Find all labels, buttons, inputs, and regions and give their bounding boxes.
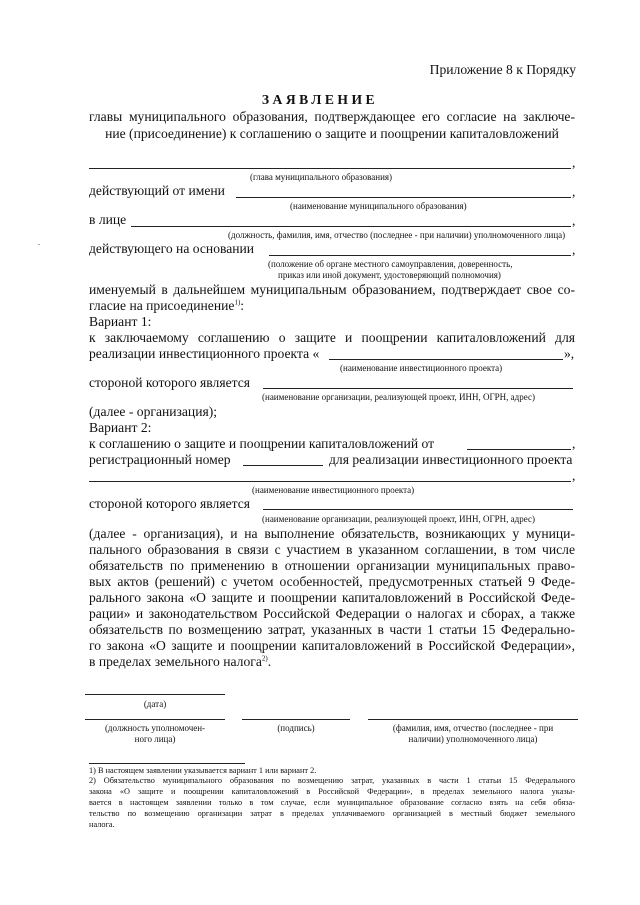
obligation-line-2: пального образования в связи с участием в указанном соглашении, в том числе	[89, 542, 575, 557]
head-hint: (глава муниципального образования)	[250, 172, 393, 182]
acting-label: действующий от имени	[89, 183, 225, 198]
variant1-org-note: (далее - организация);	[89, 404, 218, 419]
comma: ,	[572, 242, 576, 257]
footnote-2-line-4: тельство по возмещению организации затрат в пределах уплачиваемого организацией в местный бюджет земельного	[89, 809, 575, 818]
obligation-line-9: в пределах земельного налога$^{2)}$.	[89, 654, 272, 669]
appendix-label: Приложение 8 к Порядку	[429, 62, 576, 77]
variant2-project-field[interactable]	[89, 481, 571, 482]
signature-field[interactable]	[242, 719, 350, 720]
date-field[interactable]	[85, 694, 225, 695]
basis-field[interactable]	[269, 255, 571, 256]
variant2-reg-tail: для реализации инвестиционного проекта	[329, 452, 573, 467]
subtitle-line-2: ние (присоединение) к соглашению о защите и поощрении капиталовложений	[105, 126, 559, 141]
variant2-date-field[interactable]	[467, 449, 571, 450]
person-field[interactable]	[131, 226, 571, 227]
fio-hint: (фамилия, имя, отчество (последнее - при наличии) уполномоченного лица)	[392, 723, 554, 744]
basis-label: действующего на основании	[89, 241, 255, 256]
position-hint: (должность уполномочен- ного лица)	[104, 723, 206, 744]
consent-line-2: гласие на присоединение$^{1)}$:	[89, 298, 245, 313]
subtitle-line-1: главы муниципального образования, подтверждающее его согласие на заключе-	[89, 109, 575, 124]
footnote-2-line-3: вается в настоящем заявлении только в том случае, если муниципальное образование согласно взять на себя обяза-	[89, 798, 575, 807]
consent-line-1: именуемый в дальнейшем муниципальным образованием, подтверждает свое со-	[89, 282, 575, 297]
position-field[interactable]	[85, 719, 225, 720]
variant1-project-field[interactable]	[329, 359, 563, 360]
acting-hint: (наименование муниципального образования)	[290, 201, 467, 211]
obligation-line-4: вых актов (решений) с учетом особенностей, предусмотренных статьей 9 Феде-	[89, 574, 575, 589]
comma: ,	[572, 436, 576, 451]
document-title: ЗАЯВЛЕНИЕ	[261, 92, 379, 107]
footnote-separator	[89, 763, 245, 764]
variant1-line-1: к заключаемому соглашению о защите и поощрении капиталовложений для	[89, 330, 575, 345]
variant1-party-field[interactable]	[263, 388, 573, 389]
person-hint: (должность, фамилия, имя, отчество (последнее - при наличии) уполномоченного лица)	[228, 230, 566, 240]
footnote-2-line-5: налога.	[89, 820, 115, 829]
head-name-field[interactable]	[89, 168, 571, 169]
obligation-line-3: обязательств по применению в отношении организации муниципальных право-	[89, 558, 575, 573]
variant2-project-hint: (наименование инвестиционного проекта)	[252, 485, 415, 495]
comma: ,	[572, 155, 576, 170]
footnote-1: 1) В настоящем заявлении указывается вариант 1 или вариант 2.	[89, 766, 317, 775]
variant2-party-hint: (наименование организации, реализующей проект, ИНН, ОГРН, адрес)	[262, 514, 535, 524]
variant1-party-hint: (наименование организации, реализующей проект, ИНН, ОГРН, адрес)	[262, 392, 535, 402]
variant2-party-label: стороной которого является	[89, 496, 251, 511]
obligation-line-5: рального закона «О защите и поощрении капиталовложений в Российской Феде-	[89, 590, 575, 605]
municipality-name-field[interactable]	[236, 197, 571, 198]
variant1-party-label: стороной которого является	[89, 375, 251, 390]
obligation-line-8: го закона «О защите и поощрении капиталовложений в Российской Федерации»,	[89, 638, 575, 653]
footnote-2-line-2: закона «О защите и поощрении капиталовложений в Российской Федерации», в пределах земельного налога указы-	[89, 787, 575, 796]
variant2-party-field[interactable]	[263, 509, 573, 510]
margin-mark: .	[38, 238, 40, 247]
comma: ,	[572, 184, 576, 199]
variant1-line-2-end: »,	[564, 346, 575, 361]
variant1-line-2-start: реализации инвестиционного проекта «	[89, 346, 320, 361]
variant2-line-1: к соглашению о защите и поощрении капиталовложений от	[89, 436, 435, 451]
comma: ,	[572, 468, 576, 483]
fio-field[interactable]	[368, 719, 578, 720]
obligation-line-7: обязательств по возмещению затрат, указанных в части 1 статьи 15 Федерально-	[89, 622, 575, 637]
basis-hint-1: (положение об органе местного самоуправления, доверенность,	[268, 259, 513, 269]
variant2-reg-number-field[interactable]	[243, 465, 323, 466]
basis-hint-2: приказ или иной документ, удостоверяющий полномочия)	[278, 270, 501, 280]
variant1-project-hint: (наименование инвестиционного проекта)	[340, 363, 503, 373]
signature-hint: (подпись)	[277, 723, 315, 733]
variant1-label: Вариант 1:	[89, 314, 152, 329]
variant2-reg-label: регистрационный номер	[89, 452, 231, 467]
obligation-line-6: рации» и законодательством Российской Федерации о налогах и сборах, а также	[89, 606, 575, 621]
footnote-2-line-1: 2) Обязательство муниципального образования по возмещению затрат, указанных в части 1 статьи 15 Федерального	[89, 776, 575, 785]
comma: ,	[572, 213, 576, 228]
date-hint: (дата)	[143, 699, 167, 709]
obligation-line-1: (далее - организация), и на выполнение обязательств, возникающих у муници-	[89, 526, 575, 541]
variant2-label: Вариант 2:	[89, 420, 152, 435]
person-label: в лице	[89, 212, 127, 227]
